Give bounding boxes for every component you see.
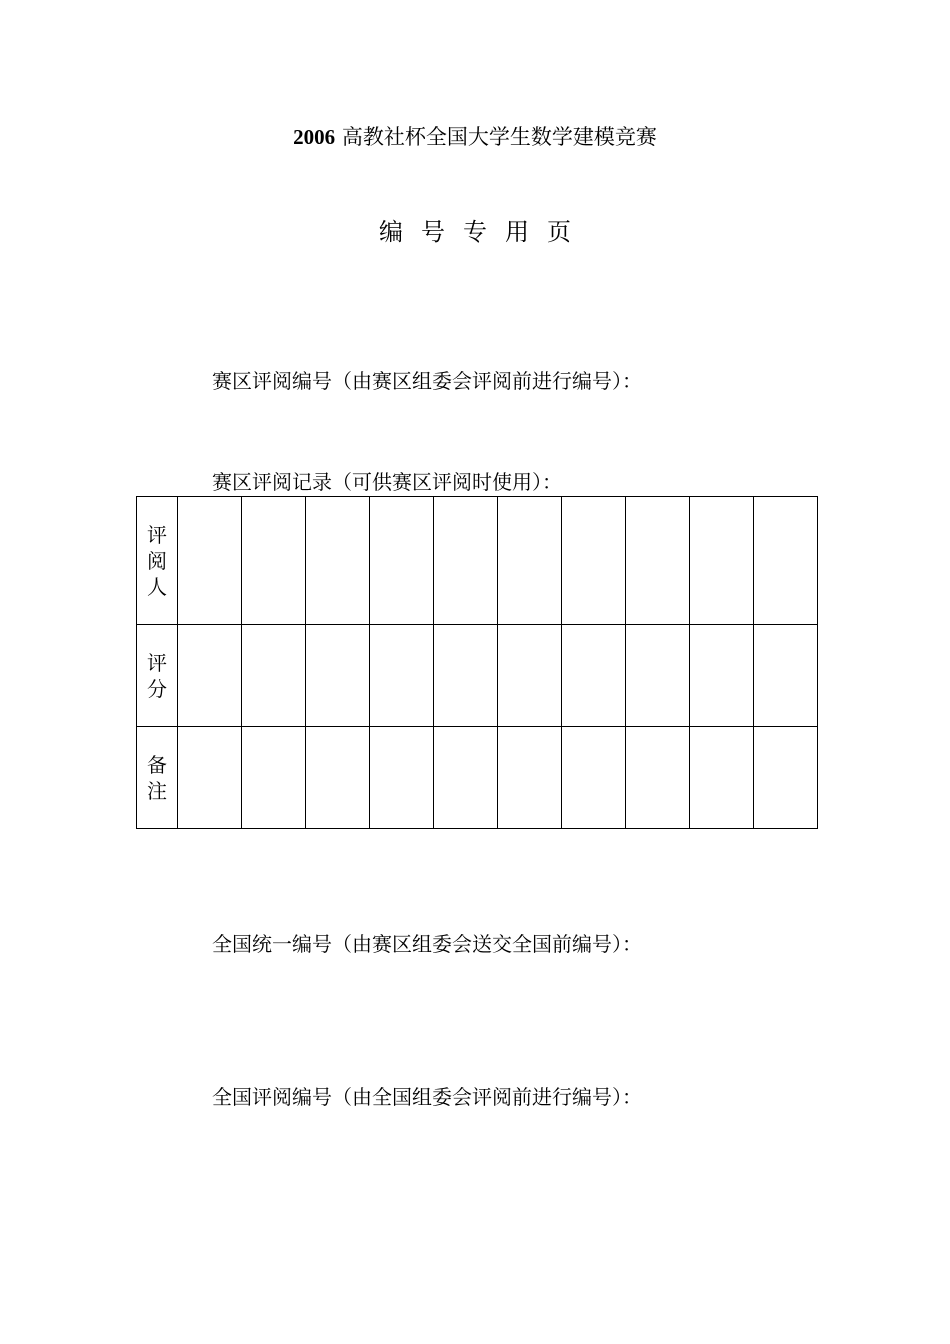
entry-cell[interactable]: [690, 727, 754, 829]
entry-cell[interactable]: [498, 727, 562, 829]
row-header-cell: [137, 625, 178, 727]
entry-cell[interactable]: [562, 727, 626, 829]
page-title: 编号专用页: [379, 218, 589, 246]
national-review-number-label: 全国评阅编号（由全国组委会评阅前进行编号）：: [212, 1085, 642, 1109]
entry-cell[interactable]: [434, 625, 498, 727]
entry-cell[interactable]: [626, 497, 690, 625]
entry-cell[interactable]: [626, 727, 690, 829]
entry-cell[interactable]: [754, 727, 818, 829]
entry-cell[interactable]: [690, 625, 754, 727]
entry-cell[interactable]: [434, 727, 498, 829]
row-label: 评分: [147, 650, 167, 701]
entry-cell[interactable]: [370, 727, 434, 829]
entry-cell[interactable]: [178, 497, 242, 625]
entry-cell[interactable]: [306, 625, 370, 727]
entry-cell[interactable]: [242, 497, 306, 625]
entry-cell[interactable]: [498, 625, 562, 727]
entry-cell[interactable]: [754, 497, 818, 625]
row-header-cell: [137, 727, 178, 829]
regional-review-number-label: 赛区评阅编号（由赛区组委会评阅前进行编号）：: [212, 369, 642, 393]
entry-cell[interactable]: [306, 727, 370, 829]
entry-cell[interactable]: [178, 727, 242, 829]
row-header-cell: [137, 497, 178, 625]
row-label: 评阅人: [147, 522, 167, 599]
entry-cell[interactable]: [626, 625, 690, 727]
table-row: [137, 625, 818, 727]
entry-cell[interactable]: [498, 497, 562, 625]
row-label: 备注: [147, 752, 167, 803]
competition-name: 高教社杯全国大学生数学建模竞赛: [341, 125, 657, 149]
national-unified-number-label: 全国统一编号（由赛区组委会送交全国前编号）：: [212, 932, 642, 956]
entry-cell[interactable]: [370, 625, 434, 727]
entry-cell[interactable]: [178, 625, 242, 727]
entry-cell[interactable]: [562, 625, 626, 727]
entry-cell[interactable]: [242, 625, 306, 727]
entry-cell[interactable]: [370, 497, 434, 625]
competition-title: [0, 122, 950, 152]
table-row: [137, 497, 818, 625]
entry-cell[interactable]: [690, 497, 754, 625]
regional-review-record-label: 赛区评阅记录（可供赛区评阅时使用）：: [212, 470, 562, 494]
table-row: [137, 727, 818, 829]
review-record-table: [136, 496, 818, 829]
entry-cell[interactable]: [754, 625, 818, 727]
entry-cell[interactable]: [562, 497, 626, 625]
competition-year: 2006: [293, 125, 336, 149]
entry-cell[interactable]: [434, 497, 498, 625]
entry-cell[interactable]: [242, 727, 306, 829]
entry-cell[interactable]: [306, 497, 370, 625]
